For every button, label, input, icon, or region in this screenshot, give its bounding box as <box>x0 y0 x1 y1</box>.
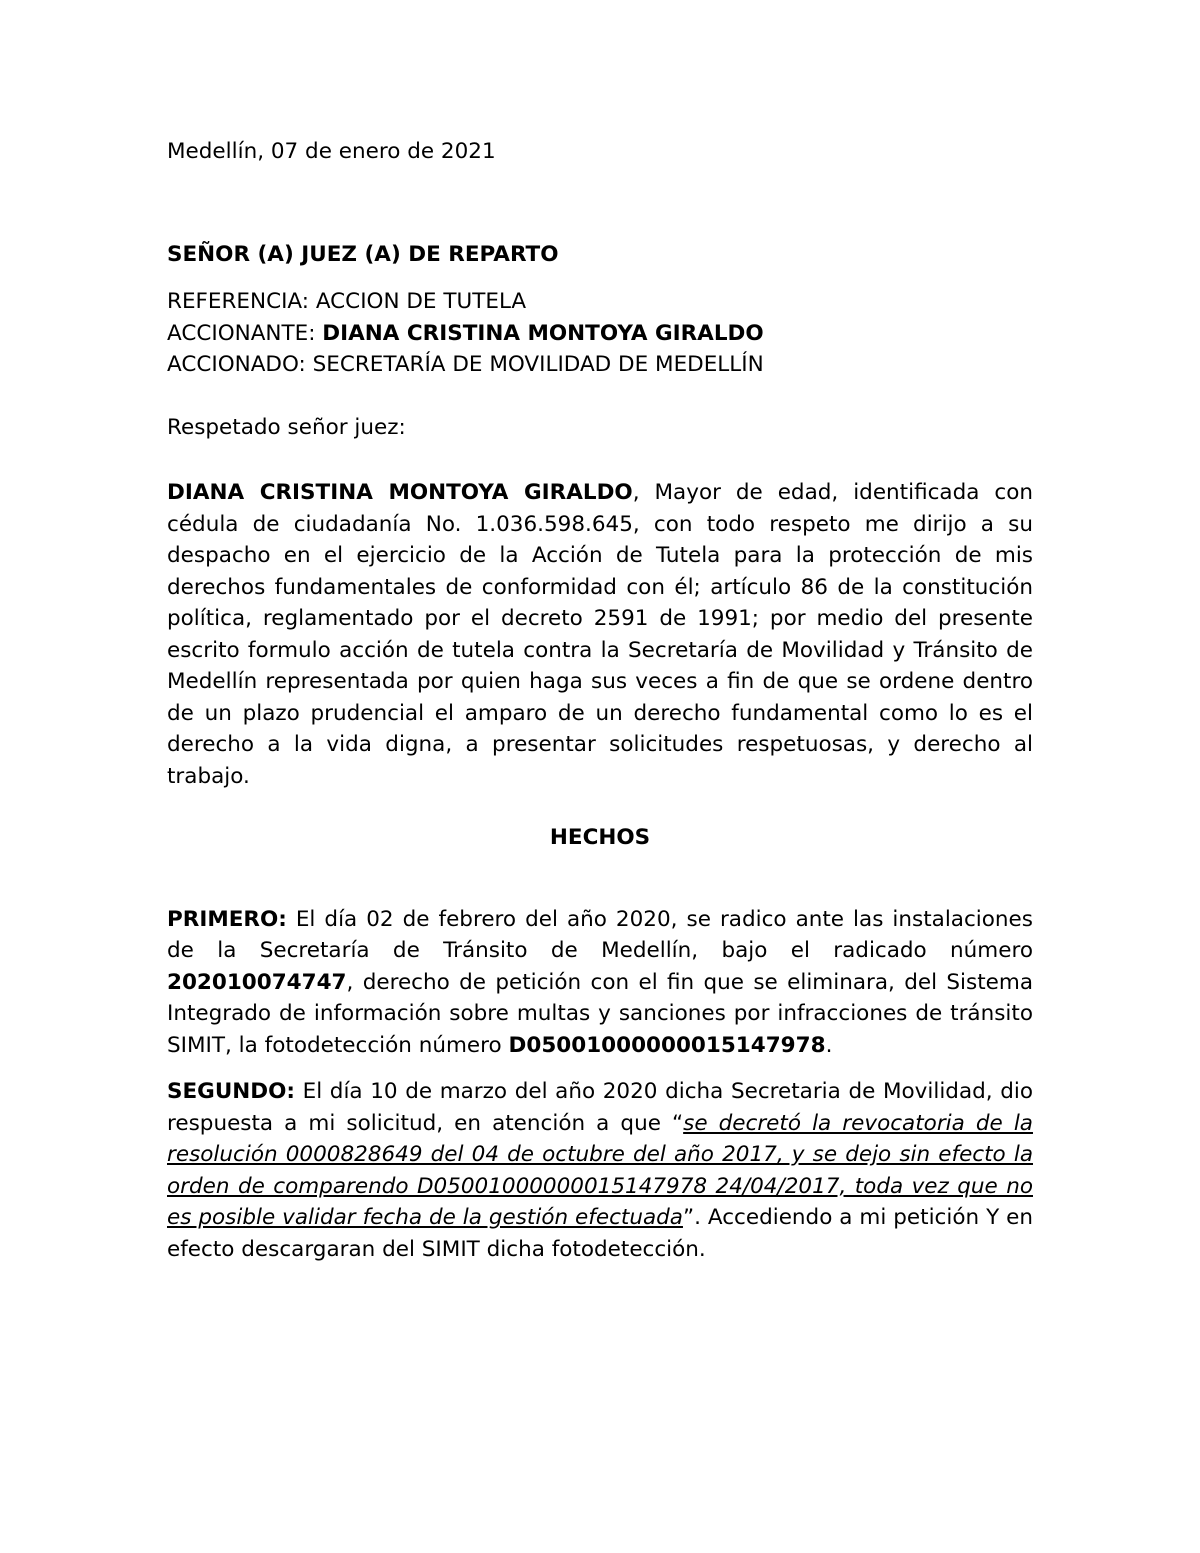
hechos-heading: HECHOS <box>549 825 651 850</box>
intro-name: DIANA CRISTINA MONTOYA GIRALDO <box>167 480 633 505</box>
intro-paragraph <box>167 477 1033 792</box>
radicado-number: 202010074747 <box>167 969 347 995</box>
segundo-label: SEGUNDO: <box>167 1079 295 1104</box>
primero-text-3: . <box>825 1032 833 1058</box>
accionante-label: ACCIONANTE: <box>167 320 323 346</box>
primero-text-1: El día 02 de febrero del año 2020, se radico ante las instalaciones de la Secretaría de Tránsito de Medellín, bajo el radicado número <box>167 906 1033 963</box>
segundo-quote: se decretó la revocatoria de la resolución 0000828649 del 04 de octubre del año 2017, y se dejo sin efecto la orden de comparendo D05001000000015147978 24/04/2017, toda vez que no es posible validar fecha de la gestión efectuada <box>167 1110 1033 1230</box>
segundo-text-1: El día 10 de marzo del año 2020 dicha Secretaria de Movilidad, dio respuesta a mi solicitud, en atención a que “ <box>167 1079 1033 1136</box>
segundo-paragraph <box>167 1076 1033 1265</box>
segundo-text-2: ”. Accediendo a mi petición Y en efecto descargaran del SIMIT dicha fotodetección. <box>167 1205 1034 1262</box>
accionante-line <box>167 318 1033 350</box>
addressee: SEÑOR (A) JUEZ (A) DE REPARTO <box>167 241 559 267</box>
fotodeteccion-number: D05001000000015147978 <box>508 1032 826 1058</box>
primero-label: PRIMERO: <box>167 906 287 932</box>
greeting: Respetado señor juez: <box>167 414 406 440</box>
accionado-line: ACCIONADO: SECRETARÍA DE MOVILIDAD DE MEDELLÍN <box>167 352 764 377</box>
primero-text-2: , derecho de petición con el fin que se eliminara, del Sistema Integrado de información sobre multas y sanciones por infracciones de tránsito SIMIT, la fotodetección número <box>167 969 1033 1058</box>
date-line: Medellín, 07 de enero de 2021 <box>167 139 496 164</box>
intro-text: , Mayor de edad, identificada con cédula de ciudadanía No. 1.036.598.645, con todo respeto me dirijo a su despacho en el ejercicio de la Acción de Tutela para la protección de mis derechos fundamentales de conformidad con él; artículo 86 de la constitución política, reglamentado por el decreto 2591 de 1991; por medio del presente escrito formulo acción de tutela contra la Secretaría de Movilidad y Tránsito de Medellín representada por quien haga sus veces a fin de que se ordene dentro de un plazo prudencial el amparo de un derecho fundamental como lo es el derecho a la vida digna, a presentar solicitudes respetuosas, y derecho al trabajo. <box>167 480 1033 789</box>
primero-paragraph <box>167 904 1033 1062</box>
reference-block <box>167 286 1033 381</box>
letter-body <box>167 136 1033 1265</box>
referencia-line: REFERENCIA: ACCION DE TUTELA <box>167 289 527 314</box>
accionante-name: DIANA CRISTINA MONTOYA GIRALDO <box>322 320 764 346</box>
